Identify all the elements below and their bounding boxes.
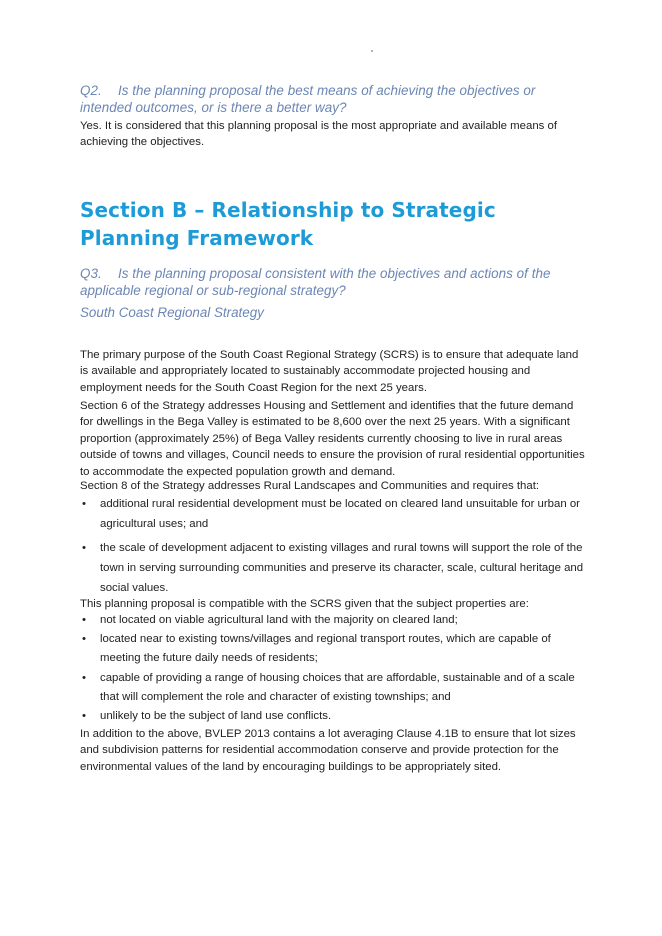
property-conditions-list <box>80 611 586 726</box>
paragraph-housing: Section 6 of the Strategy addresses Housing and Settlement and identifies that the future demand for dwellings in the Bega Valley is estimated to be 8,600 over the next 25 years. With a significant proportion (approximately 25%) of Bega Valley residents currently choosing to live in rural areas outside of towns and villages, Council needs to ensure the provision of rural residential opportunities to accommodate the expected population growth and demand. <box>80 400 585 478</box>
bullet-icon: • <box>82 633 86 646</box>
list-item <box>80 494 586 534</box>
paragraph-rural-landscapes: Section 8 of the Strategy addresses Rural Landscapes and Communities and requires that: <box>80 480 540 492</box>
answer-q2: Yes. It is considered that this planning proposal is the most appropriate and available means of achieving the objectives. <box>80 120 558 149</box>
list-item-text: additional rural residential development must be located on cleared land unsuitable for urban or agricultural uses; and <box>100 498 580 530</box>
paragraph-lot-averaging: In addition to the above, BVLEP 2013 contains a lot averaging Clause 4.1B to ensure that lot sizes and subdivision patterns for residential accommodation conserve and provide protection for the environmental values of the land by encouraging buildings to be appropriately sited. <box>80 728 576 773</box>
scan-speck <box>371 50 373 52</box>
list-item <box>80 611 586 630</box>
question-number: Q2. <box>80 83 102 98</box>
list-item-text: located near to existing towns/villages and regional transport routes, which are capable of meeting the future daily needs of residents; <box>100 633 551 665</box>
question-q2 <box>80 82 586 116</box>
list-item <box>80 630 586 668</box>
question-text: Is the planning proposal consistent with the objectives and actions of the <box>118 266 551 281</box>
question-q2-line1 <box>80 82 586 99</box>
paragraph-compatibility: This planning proposal is compatible with the SCRS given that the subject properties are: <box>80 598 529 610</box>
bullet-icon: • <box>82 542 86 554</box>
list-item <box>80 538 586 598</box>
list-item <box>80 669 586 707</box>
question-q3 <box>80 265 586 299</box>
question-q3-line2: applicable regional or sub-regional strategy? <box>80 283 346 298</box>
question-q2-line2: intended outcomes, or is there a better way? <box>80 100 347 115</box>
section8-requirements-list <box>80 494 586 598</box>
question-number: Q3. <box>80 266 102 281</box>
list-item <box>80 707 586 726</box>
section-heading: Section B – Relationship to Strategic Planning Framework <box>80 198 496 250</box>
paragraph-purpose: The primary purpose of the South Coast Regional Strategy (SCRS) is to ensure that adequate land is available and appropriately located to sustainably accommodate projected housing and employment needs for the South Coast Region for the next 25 years. <box>80 349 579 394</box>
strategy-subheading: South Coast Regional Strategy <box>80 305 264 320</box>
list-item-text: not located on viable agricultural land with the majority on cleared land; <box>100 614 458 626</box>
bullet-icon: • <box>82 498 86 510</box>
question-text: Is the planning proposal the best means of achieving the objectives or <box>118 83 536 98</box>
bullet-icon: • <box>82 614 86 626</box>
bullet-icon: • <box>82 710 86 723</box>
list-item-text: unlikely to be the subject of land use conflicts. <box>100 710 332 723</box>
bullet-icon: • <box>82 671 86 684</box>
question-q3-line1 <box>80 265 586 282</box>
list-item-text: the scale of development adjacent to existing villages and rural towns will support the role of the town in serving surrounding communities and preserve its character, scale, cultural heritage and social values. <box>100 542 584 594</box>
list-item-text: capable of providing a range of housing choices that are affordable, sustainable and of a scale that will complement the role and character of existing townships; and <box>100 671 575 703</box>
